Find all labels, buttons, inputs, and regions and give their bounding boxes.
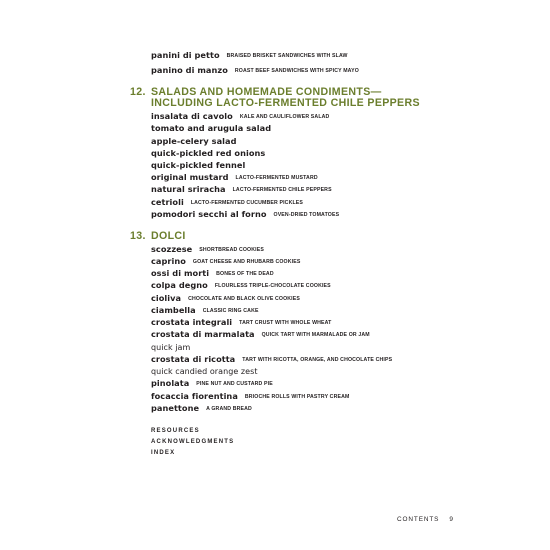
back-matter-resources[interactable]: RESOURCES [151,428,200,434]
recipe-name: apple-celery salad [151,136,237,146]
recipe-description: CHOCOLATE AND BLACK OLIVE COOKIES [188,296,300,302]
recipe-description: A GRAND BREAD [206,406,252,412]
recipe-description: SHORTBREAD COOKIES [199,247,264,253]
recipe-name: crostata di ricotta [151,354,236,364]
recipe-description: LACTO-FERMENTED CUCUMBER PICKLES [190,200,304,206]
recipe-name: scozzese [151,244,193,254]
recipe-name: panettone [151,403,200,413]
section-title-line: INCLUDING LACTO-FERMENTED CHILE PEPPERS [151,97,420,109]
recipe-description: OVEN-DRIED TOMATOES [273,212,340,218]
recipe-name: ciambella [151,305,196,315]
toc-entry[interactable] [151,64,359,77]
recipe-name: panini di petto [151,50,220,60]
recipe-name: insalata di cavolo [151,111,233,121]
page-number: 9 [449,516,454,523]
toc-entry[interactable] [151,49,348,62]
toc-entry[interactable] [151,402,252,415]
section-heading-12[interactable] [130,86,430,112]
toc-entry[interactable] [151,122,271,134]
recipe-name: tomato and arugula salad [151,123,272,133]
toc-entry[interactable] [151,279,331,292]
toc-entry[interactable] [151,328,370,341]
toc-entry[interactable] [151,377,273,390]
recipe-name: panino di manzo [151,65,228,75]
recipe-name: pinolata [151,378,190,388]
recipe-description: BRIOCHE ROLLS WITH PASTRY CREAM [244,394,350,400]
toc-entry[interactable] [151,183,332,196]
recipe-description: FLOURLESS TRIPLE-CHOCOLATE COOKIES [214,283,331,289]
recipe-description: GOAT CHEESE AND RHUBARB COOKIES [192,259,301,265]
recipe-name: cioliva [151,293,182,303]
section-heading-13[interactable] [130,230,250,243]
recipe-name: focaccia fiorentina [151,391,238,401]
toc-entry[interactable] [151,159,245,171]
recipe-description: BONES OF THE DEAD [216,271,274,277]
recipe-name: original mustard [151,172,229,182]
recipe-name: cetrioli [151,197,184,207]
recipe-name: natural sriracha [151,184,226,194]
recipe-name: quick candied orange zest [151,367,258,376]
back-matter-acknowledgments[interactable]: ACKNOWLEDGMENTS [151,439,235,445]
recipe-description: CLASSIC RING CAKE [202,308,259,314]
footer-label: CONTENTS [397,516,440,523]
toc-entry[interactable] [151,135,237,147]
toc-entry[interactable] [151,147,265,159]
recipe-name: colpa degno [151,280,208,290]
toc-entry[interactable] [151,208,339,221]
section-number: 13. [130,230,146,242]
recipe-description: BRAISED BRISKET SANDWICHES WITH SLAW [226,53,348,59]
section-title-line: SALADS AND HOMEMADE CONDIMENTS— [151,86,382,98]
back-matter-index[interactable]: INDEX [151,450,176,456]
recipe-description: PINE NUT AND CUSTARD PIE [196,381,273,387]
recipe-name: quick jam [151,343,191,352]
section-title-line: DOLCI [151,230,186,242]
section-number: 12. [130,86,146,98]
recipe-description: TART CRUST WITH WHOLE WHEAT [239,320,332,326]
recipe-name: ossi di morti [151,268,210,278]
recipe-name: crostata di marmalata [151,329,255,339]
recipe-name: crostata integrali [151,317,233,327]
recipe-name: pomodori secchi al forno [151,209,267,219]
recipe-description: ROAST BEEF SANDWICHES WITH SPICY MAYO [234,68,359,74]
recipe-description: LACTO-FERMENTED MUSTARD [235,175,318,181]
recipe-description: QUICK TART WITH MARMALADE OR JAM [261,332,370,338]
recipe-description: LACTO-FERMENTED CHILE PEPPERS [232,187,332,193]
recipe-description: TART WITH RICOTTA, ORANGE, AND CHOCOLATE CHIPS [242,357,393,363]
recipe-name: quick-pickled fennel [151,160,246,170]
recipe-name: quick-pickled red onions [151,148,266,158]
recipe-description: KALE AND CAULIFLOWER SALAD [239,114,330,120]
recipe-name: caprino [151,256,186,266]
running-footer [397,516,454,523]
